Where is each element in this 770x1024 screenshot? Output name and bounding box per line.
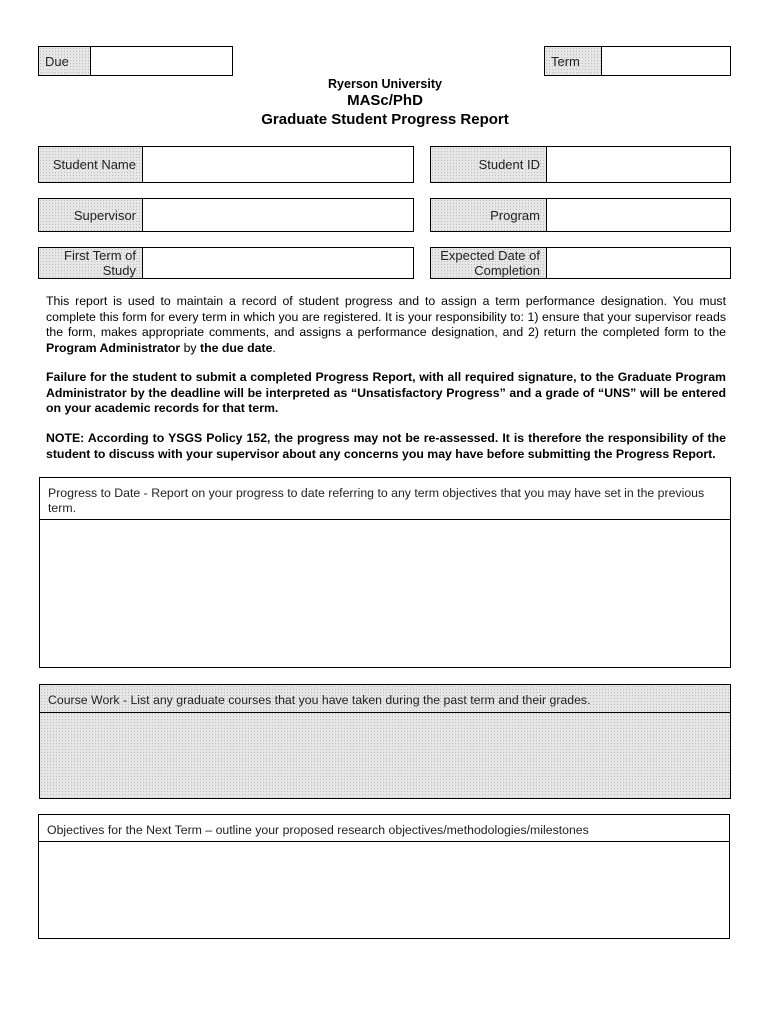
- program-label-text: Program: [490, 207, 540, 223]
- due-date-text: the due date: [199, 340, 273, 355]
- program-type: MASc/PhD: [347, 92, 423, 109]
- university-name: Ryerson University: [328, 77, 442, 91]
- due-label-text: Due: [45, 53, 69, 69]
- term-field: [544, 46, 731, 76]
- coursework-textarea[interactable]: [40, 713, 730, 798]
- expected-completion-label-line2: Completion: [474, 263, 540, 278]
- program-field: [430, 198, 731, 232]
- first-term-field: [38, 247, 414, 279]
- student-name-label: [39, 147, 143, 182]
- first-term-label-line2: Study: [102, 263, 136, 278]
- student-name-label-text: Student Name: [52, 157, 136, 172]
- term-input[interactable]: [602, 47, 730, 75]
- supervisor-label-text: Supervisor: [73, 207, 136, 223]
- due-input[interactable]: [91, 47, 232, 75]
- expected-completion-field: [430, 247, 731, 279]
- program-input[interactable]: [547, 199, 730, 231]
- supervisor-input[interactable]: [143, 199, 413, 231]
- objectives-section: [38, 814, 730, 939]
- student-id-label: [431, 147, 547, 182]
- due-label: [39, 47, 91, 75]
- instructions-paragraph: [46, 294, 726, 356]
- failure-warning: Failure for the student to submit a completed Progress Report, with all required signature, to the Graduate Program Administrator by the deadline will be interpreted as “Unsatisfactory Progress” and a grade of “UNS” will be entered on your academic records for that term.: [46, 370, 726, 415]
- first-term-label: [39, 248, 143, 278]
- progress-textarea[interactable]: [40, 520, 730, 667]
- program-label: [431, 199, 547, 231]
- coursework-heading: Course Work - List any graduate courses that you have taken during the past term and their grades.: [40, 685, 730, 713]
- program-administrator-text: Program Administrator: [46, 340, 181, 355]
- expected-completion-label: [431, 248, 547, 278]
- student-name-field: [38, 146, 414, 183]
- student-id-field: [430, 146, 731, 183]
- progress-section: [39, 477, 731, 668]
- objectives-heading: Objectives for the Next Term – outline your proposed research objectives/methodologies/milestones: [39, 815, 729, 842]
- due-field: [38, 46, 233, 76]
- supervisor-label: [39, 199, 143, 231]
- objectives-textarea[interactable]: [39, 842, 729, 938]
- instructions-text-1: This report is used to maintain a record of student progress and to assign a term performance designation. You must complete this form for every term in which you are registered. It is your responsibility to: 1) ensure that your supervisor reads the form, makes appropriate comments, and assigns a performance designation, and 2) return the completed form to the: [46, 294, 726, 339]
- first-term-label-line1: First Term of: [64, 248, 136, 263]
- expected-completion-label-line1: Expected Date of: [440, 248, 540, 263]
- first-term-input[interactable]: [143, 248, 413, 278]
- instructions-text-2: by: [180, 340, 200, 355]
- expected-completion-input[interactable]: [547, 248, 730, 278]
- term-label: [545, 47, 602, 75]
- page-title: Graduate Student Progress Report: [261, 111, 509, 128]
- policy-note: NOTE: According to YSGS Policy 152, the progress may not be re-assessed. It is therefore the responsibility of the student to discuss with your supervisor about any concerns you may have before submitting the Progress Report.: [46, 431, 726, 461]
- student-id-label-text: Student ID: [478, 157, 540, 172]
- progress-heading: Progress to Date - Report on your progress to date referring to any term objectives that you may have set in the previous term.: [40, 478, 730, 520]
- supervisor-field: [38, 198, 414, 232]
- student-name-input[interactable]: [143, 147, 413, 182]
- term-label-text: Term: [551, 53, 580, 69]
- coursework-section: [39, 684, 731, 799]
- student-id-input[interactable]: [547, 147, 730, 182]
- instructions-text-3: .: [272, 340, 276, 355]
